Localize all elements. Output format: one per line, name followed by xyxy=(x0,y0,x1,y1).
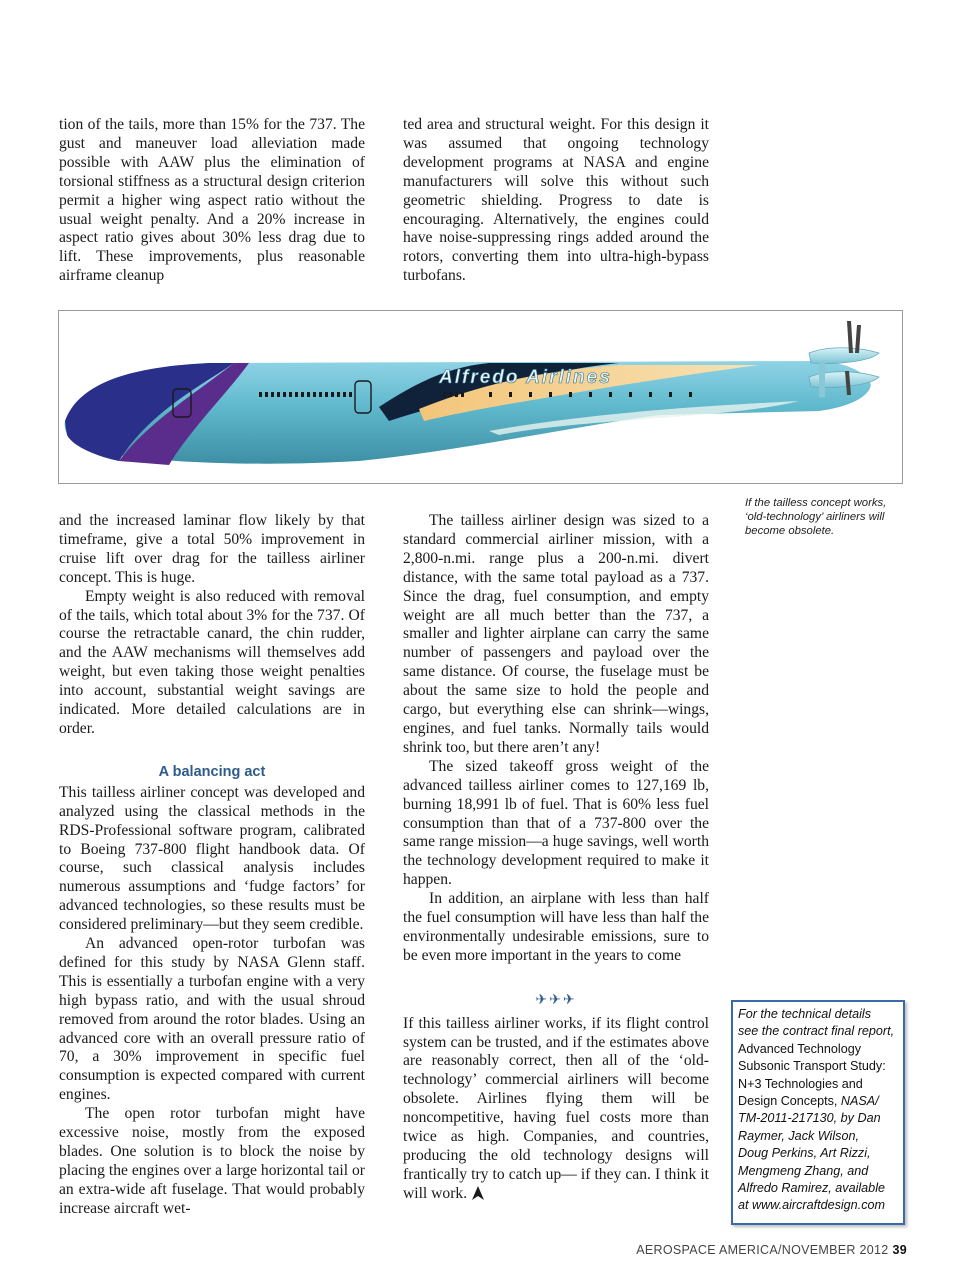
page-number: 39 xyxy=(892,1243,907,1257)
sidebar-line-part: Design Concepts, xyxy=(738,1094,841,1109)
paragraph: An advanced open-rotor turbofan was defined for this study by NASA Glenn staff. This is essentially a turbofan engine with a very high bypass ratio, and with the usual shroud removed from around the rotor blades. Using an advanced core with an overall pressure ratio of 70, a 30% improvement in specific fuel consumption is expected compared with current engines. xyxy=(59,935,365,1104)
figure-caption: If the tailless concept works, ‘old-technology’ airliners will become obsolete. xyxy=(745,497,887,537)
bottom-middle-column xyxy=(403,512,709,1204)
paragraph: ted area and structural weight. For this design it was assumed that ongoing technology development programs at NASA and engine manufacturers will solve this without such geometric shielding. Progress to date is encouraging. Alternatively, the engines could have noise-suppressing rings added around the rotors, converting them into ultra-high-bypass turbofans. xyxy=(403,116,709,285)
references-sidebar xyxy=(731,1000,905,1225)
sidebar-line: Advanced Technology xyxy=(738,1041,861,1056)
closing-paragraph-text: If this tailless airliner works, if its flight control system can be trusted, and if the estimates above are reasonably correct, then all of the ‘old-technology’ commercial airliners will become obsolete. Airlines flying them will be noncompetitive, having fuel costs more than twice as high. Companies, and countries, producing the old technology designs will frantically try to catch up— if they can. I think it will work. xyxy=(403,1014,709,1202)
paragraph: and the increased laminar flow likely by that timeframe, give a total 50% improvement in cruise lift over drag for the tailless airliner concept. This is huge. xyxy=(59,512,365,586)
paragraph: The sized takeoff gross weight of the advanced tailless airliner comes to 127,169 lb, burning 18,991 lb of fuel. That is 60% less fuel consumption than that of a 737-800 over the same range mission—a huge savings, well worth the technology development required to make it happen. xyxy=(403,757,709,889)
paragraph: The open rotor turbofan might have excessive noise, mostly from the exposed blades. One solution is to block the noise by placing the engines over a large horizontal tail or an extra-wide aft fuselage. That would probably increase aircraft wet- xyxy=(59,1105,365,1217)
airliner-illustration xyxy=(58,310,903,484)
page-footer xyxy=(636,1243,907,1257)
paragraph: Empty weight is also reduced with removal of the tails, which total about 3% for the 737. Of course the retractable canard, the chin rudder, and the AAW mechanisms will themselves add weight, but even taking those weight penalties into account, substantial weight savings are indicated. More detailed calculations are in order. xyxy=(59,587,365,737)
section-divider: ✈✈✈ xyxy=(535,992,577,1008)
tailless-airliner-image xyxy=(59,311,902,483)
top-middle-column xyxy=(403,116,709,286)
publication-name: AEROSPACE AMERICA/NOVEMBER 2012 xyxy=(636,1243,889,1257)
sidebar-line: For the technical details xyxy=(738,1007,872,1021)
paragraph: The tailless airliner design was sized to a standard commercial airliner mission, with a 2,800-n.mi. range plus a 200-n.mi. divert distance, with the same total payload as a 737. Since the drag, fuel consumption, and empty weight are all much better than the 737, a smaller and lighter airplane can carry the same number of passengers and payload over the same distance. Of course, the fuselage must be about the same size to hold the people and cargo, but everything else can shrink—wings, engines, and fuel tanks. Normally tails would shrink too, but there aren’t any! xyxy=(403,512,709,756)
section-heading: A balancing act xyxy=(158,763,266,780)
sidebar-line: Raymer, Jack Wilson, xyxy=(738,1128,859,1143)
sidebar-line: TM-2011-217130, by Dan xyxy=(738,1111,881,1126)
livery-text: Alfredo Airlines xyxy=(439,367,612,388)
bottom-left-column xyxy=(59,512,365,1219)
top-left-column xyxy=(59,116,365,286)
sidebar-line: N+3 Technologies and xyxy=(738,1076,863,1091)
sidebar-line xyxy=(738,1093,903,1110)
sidebar-line: see the contract final report, xyxy=(738,1024,895,1039)
sidebar-line: Mengmeng Zhang, and xyxy=(738,1163,869,1178)
end-mark-icon xyxy=(471,1186,485,1200)
paragraph: This tailless airliner concept was developed and analyzed using the classical methods in the RDS-Professional software program, calibrated to Boeing 737-800 flight handbook data. Of course, such classical analysis includes numerous assumptions and ‘fudge factors’ for advanced technologies, so these results must be considered preliminary—but they seem credible. xyxy=(59,783,365,934)
paragraph: tion of the tails, more than 15% for the 737. The gust and maneuver load alleviation made possible with AAW plus the elimination of torsional stiffness as a structural design criterion permit a higher wing aspect ratio without the usual weight penalty. And a 20% increase in aspect ratio gives about 30% less drag due to lift. These improvements, plus reasonable airframe cleanup xyxy=(59,116,365,285)
sidebar-line: Alfredo Ramirez, available xyxy=(738,1181,885,1196)
paragraph: In addition, an airplane with less than half the fuel consumption will have less than half the environmentally undesirable emissions, sure to be even more important in the years to come xyxy=(403,890,709,964)
paragraph xyxy=(403,1015,709,1204)
sidebar-line: at www.aircraftdesign.com xyxy=(738,1198,885,1213)
sidebar-line: Doug Perkins, Art Rizzi, xyxy=(738,1146,871,1161)
sidebar-line-part: NASA/ xyxy=(840,1094,879,1109)
sidebar-line: Subsonic Transport Study: xyxy=(738,1059,886,1074)
